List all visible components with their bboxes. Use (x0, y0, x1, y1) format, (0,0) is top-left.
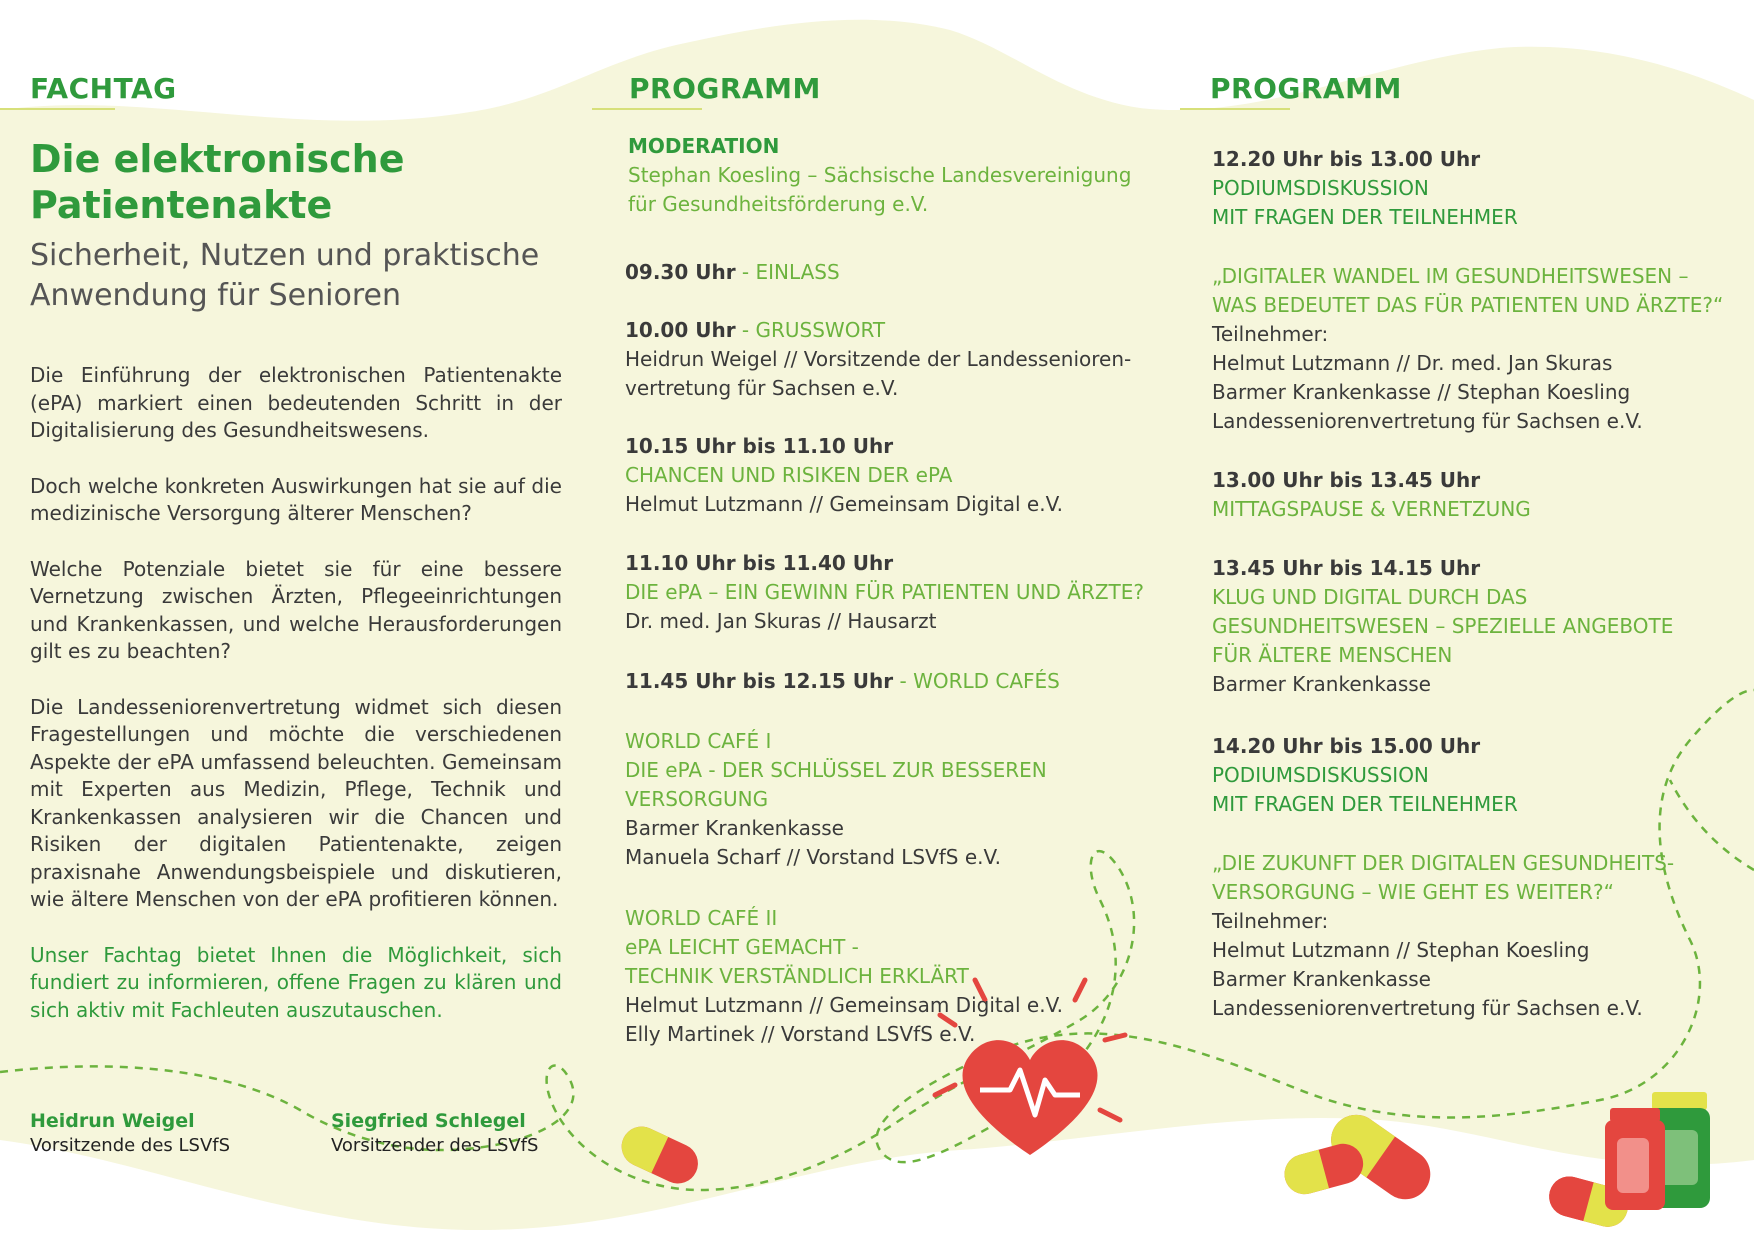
paragraph: Die Einführung der elektronischen Patientenakte (ePA) markiert einen bedeutenden Schritt in der Digitalisierung des Gesundheitswesens. (30, 363, 562, 442)
page-title (30, 136, 404, 228)
title-line: Patientenakte (30, 183, 333, 227)
heading-underline (0, 108, 115, 110)
program-title: - GRUSSWORT (735, 318, 886, 342)
medicine-bottle-icon (1605, 1092, 1710, 1210)
paragraph: Die Landesseniorenvertretung widmet sich diesen Fragestellungen und möchte die verschiedenen Aspekte der ePA umfassend beleuchten. Gemeinsam mit Experten aus Medizin, Pflege, Technik und Krankenkassen analysieren wir die Chancen und Risiken der digitalen Patientenakte, zeigen praxisnahe Anwendungsbeispiele und diskutieren, wie ältere Menschen von der ePA profitieren können. (30, 694, 562, 911)
world-cafe-title: DIE ePA - DER SCHLÜSSEL ZUR BESSEREN (625, 758, 1047, 782)
program-time: 09.30 Uhr (625, 260, 736, 284)
discussion-topic (1212, 849, 1742, 1023)
heading-underline (592, 108, 702, 110)
program-item (1212, 554, 1742, 699)
world-cafe-title: ePA LEICHT GEMACHT - (625, 935, 859, 959)
program-speaker: Heidrun Weigel // Vorsitzende der Landessenioren- (625, 347, 1132, 371)
program-item (625, 258, 840, 287)
program-title: MIT FRAGEN DER TEILNEHMER (1212, 792, 1518, 816)
paragraph: Doch welche konkreten Auswirkungen hat sie auf die medizinische Versorgung älterer Menschen? (30, 473, 562, 525)
participants-label: Teilnehmer: (1212, 909, 1329, 933)
discussion-topic (1212, 262, 1742, 436)
program-title: - WORLD CAFÉS (893, 669, 1060, 693)
participant-line: Helmut Lutzmann // Dr. med. Jan Skuras (1212, 351, 1613, 375)
signature-block (30, 1108, 230, 1158)
moderator-line: für Gesundheitsförderung e.V. (628, 192, 929, 216)
topic-title: „DIGITALER WANDEL IM GESUNDHEITSWESEN – (1212, 264, 1689, 288)
world-cafe-title: VERSORGUNG (625, 787, 769, 811)
program-time: 10.15 Uhr bis 11.10 Uhr (625, 434, 894, 458)
program-item (1212, 145, 1732, 232)
pill-capsule-icon (1280, 1139, 1368, 1198)
program-speaker: Manuela Scharf // Vorstand LSVfS e.V. (625, 845, 1001, 869)
program-item (625, 549, 1155, 636)
program-time: 10.00 Uhr (625, 318, 736, 342)
program-title: MITTAGSPAUSE & VERNETZUNG (1212, 497, 1531, 521)
world-cafe-label: WORLD CAFÉ I (625, 729, 772, 753)
program-title: KLUG UND DIGITAL DURCH DAS (1212, 585, 1528, 609)
program-time: 11.10 Uhr bis 11.40 Uhr (625, 551, 894, 575)
participant-line: Landesseniorenvertretung für Sachsen e.V. (1212, 409, 1643, 433)
program-title: DIE ePA – EIN GEWINN FÜR PATIENTEN UND ÄRZTE? (625, 580, 1145, 604)
program-speaker: Barmer Krankenkasse (1212, 672, 1431, 696)
program-title: MIT FRAGEN DER TEILNEHMER (1212, 205, 1518, 229)
participant-line: Barmer Krankenkasse // Stephan Koesling (1212, 380, 1631, 404)
program-speaker: vertretung für Sachsen e.V. (625, 376, 899, 400)
subtitle-line: Anwendung für Senioren (30, 278, 401, 313)
title-line: Die elektronische (30, 137, 405, 181)
moderation-label: MODERATION (628, 134, 780, 158)
heading-underline (1180, 108, 1290, 110)
highlight-paragraph: Unser Fachtag bietet Ihnen die Möglichkeit, sich fundiert zu informieren, offene Fragen zu klären und sich aktiv mit Fachleuten auszutauschen. (30, 942, 562, 1022)
program-title: GESUNDHEITSWESEN – SPEZIELLE ANGEBOTE (1212, 614, 1674, 638)
world-cafe-label: WORLD CAFÉ II (625, 906, 778, 930)
program-item (625, 667, 1060, 696)
intro-text (30, 362, 562, 1024)
topic-title: WAS BEDEUTET DAS FÜR PATIENTEN UND ÄRZTE?“ (1212, 293, 1724, 317)
program-speaker: Barmer Krankenkasse (625, 816, 844, 840)
participants-label: Teilnehmer: (1212, 322, 1329, 346)
world-cafe-title: TECHNIK VERSTÄNDLICH ERKLÄRT (625, 964, 969, 988)
page-subtitle (30, 236, 539, 316)
signer-name: Siegfried Schlegel (331, 1110, 526, 1132)
topic-title: „DIE ZUKUNFT DER DIGITALEN GESUNDHEITS- (1212, 851, 1675, 875)
program-title: FÜR ÄLTERE MENSCHEN (1212, 643, 1453, 667)
world-cafe-block (625, 727, 1145, 872)
program-time: 13.45 Uhr bis 14.15 Uhr (1212, 556, 1481, 580)
section-heading-programm: PROGRAMM (1210, 72, 1402, 105)
world-cafe-block (625, 904, 1145, 1049)
program-title: - EINLASS (735, 260, 840, 284)
program-time: 13.00 Uhr bis 13.45 Uhr (1212, 468, 1481, 492)
program-speaker: Dr. med. Jan Skuras // Hausarzt (625, 609, 937, 633)
topic-title: VERSORGUNG – WIE GEHT ES WEITER?“ (1212, 880, 1615, 904)
program-time: 11.45 Uhr bis 12.15 Uhr (625, 669, 894, 693)
program-item (1212, 732, 1732, 819)
section-heading-programm: PROGRAMM (629, 72, 821, 105)
section-heading-fachtag: FACHTAG (30, 72, 177, 105)
program-time: 12.20 Uhr bis 13.00 Uhr (1212, 147, 1481, 171)
program-time: 14.20 Uhr bis 15.00 Uhr (1212, 734, 1481, 758)
program-item (625, 316, 1145, 403)
program-title: PODIUMSDISKUSSION (1212, 763, 1429, 787)
participant-line: Barmer Krankenkasse (1212, 967, 1431, 991)
program-speaker: Helmut Lutzmann // Gemeinsam Digital e.V. (625, 492, 1064, 516)
program-item (1212, 466, 1732, 524)
subtitle-line: Sicherheit, Nutzen und praktische (30, 238, 540, 273)
signer-name: Heidrun Weigel (30, 1110, 195, 1132)
signer-role: Vorsitzende des LSVfS (30, 1135, 231, 1156)
participant-line: Helmut Lutzmann // Stephan Koesling (1212, 938, 1590, 962)
program-item (625, 432, 1145, 519)
program-title: CHANCEN UND RISIKEN DER ePA (625, 463, 953, 487)
signature-block (331, 1108, 538, 1158)
program-speaker: Helmut Lutzmann // Gemeinsam Digital e.V. (625, 993, 1064, 1017)
program-title: PODIUMSDISKUSSION (1212, 176, 1429, 200)
moderation-block (628, 132, 1148, 219)
program-speaker: Elly Martinek // Vorstand LSVfS e.V. (625, 1022, 976, 1046)
participant-line: Landesseniorenvertretung für Sachsen e.V. (1212, 996, 1643, 1020)
moderator-line: Stephan Koesling – Sächsische Landesvereinigung (628, 163, 1132, 187)
signer-role: Vorsitzender des LSVfS (331, 1135, 539, 1156)
paragraph: Welche Potenziale bietet sie für eine bessere Vernetzung zwischen Ärzten, Pflegeeinrichtungen und Krankenkassen, und welche Herausforderungen gilt es zu beachten? (30, 556, 562, 663)
